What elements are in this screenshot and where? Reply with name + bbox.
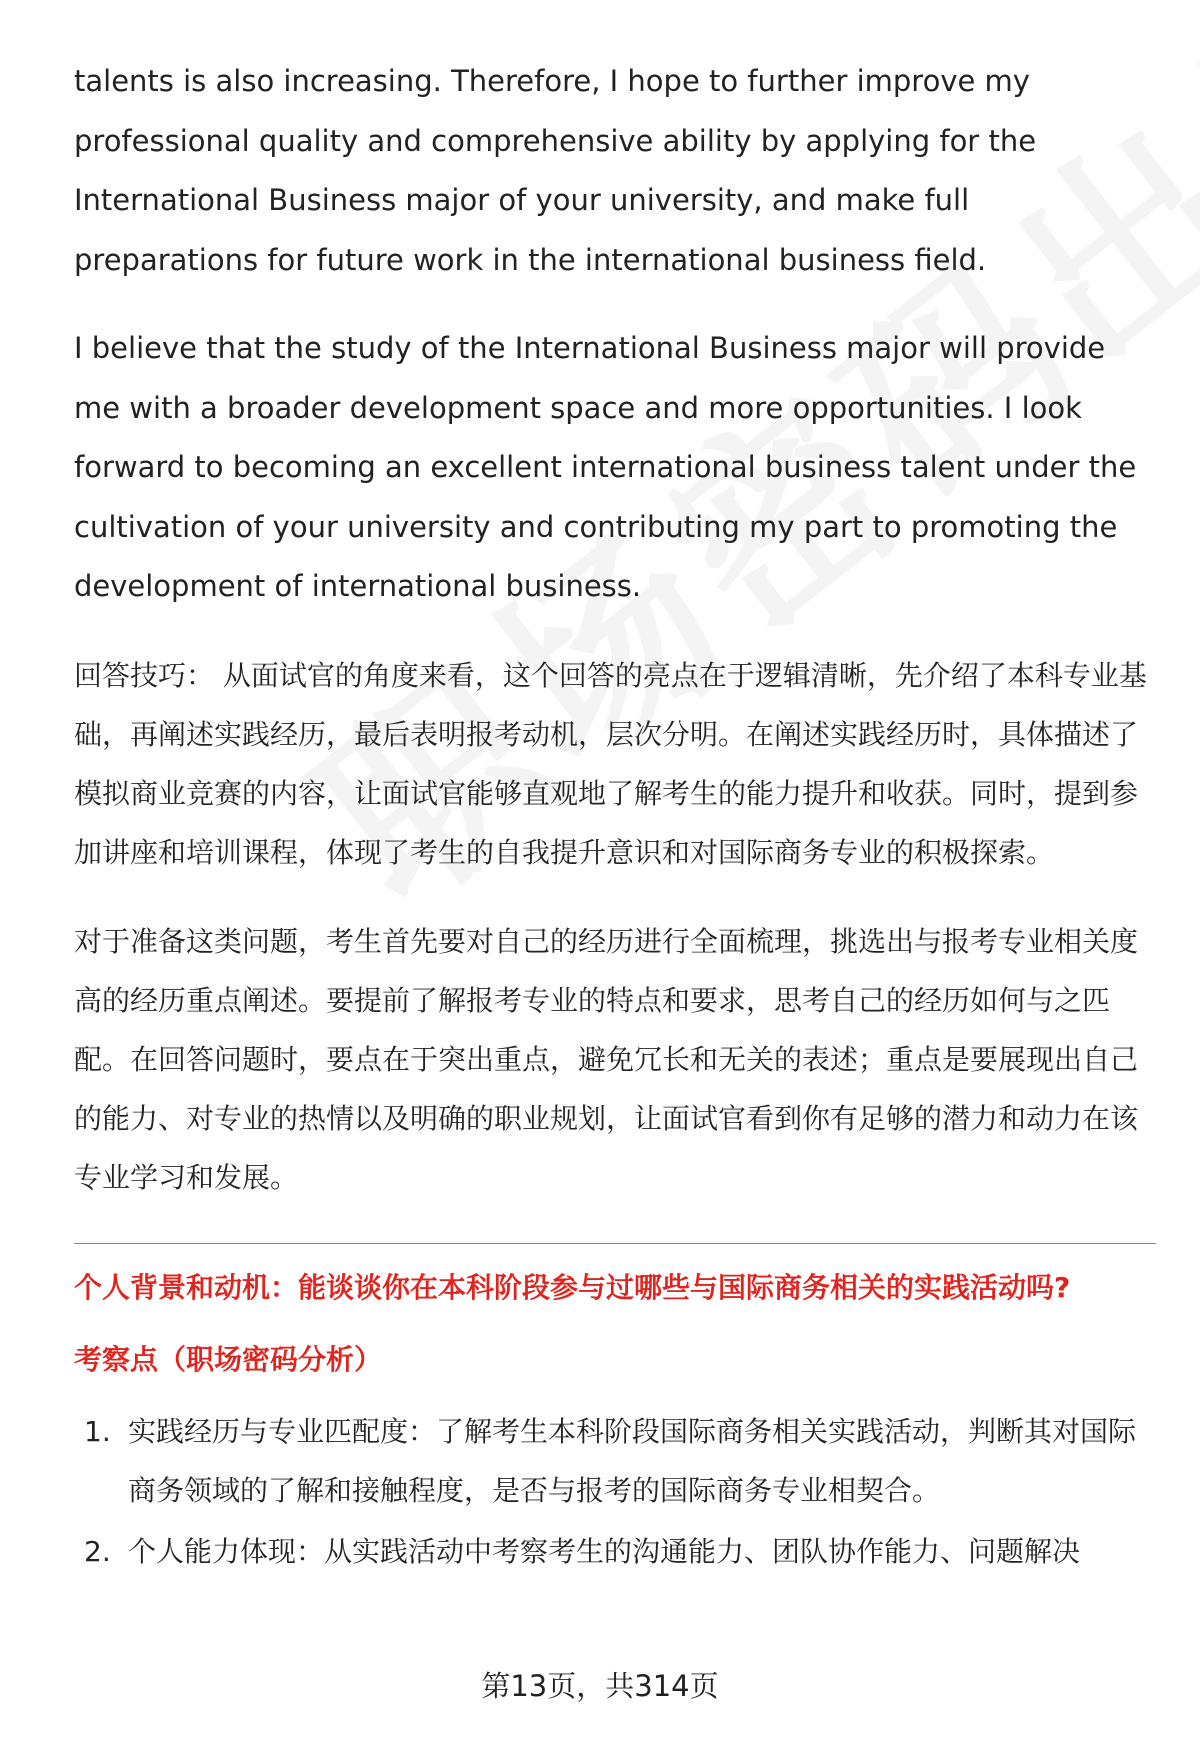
list-item-number: 2. xyxy=(84,1534,111,1568)
list-item-number: 1. xyxy=(84,1414,111,1448)
answer-tips-paragraph: 回答技巧： 从面试官的角度来看，这个回答的亮点在于逻辑清晰，先介绍了本科专业基础，再阐述实践经历，最后表明报考动机，层次分明。在阐述实践经历时，具体描述了模拟商业竞赛的内容，让面试官能够直观地了解考生的能力提升和收获。同时，提到参加讲座和培训课程，体现了考生的自我提升意识和对国际商务专业的积极探索。 xyxy=(74,658,1147,869)
section-divider xyxy=(74,1243,1156,1244)
list-item xyxy=(74,1522,1156,1581)
analysis-points-list xyxy=(74,1402,1156,1581)
list-item-text: 个人能力体现：从实践活动中考察考生的沟通能力、团队协作能力、问题解决 xyxy=(128,1534,1081,1568)
preparation-advice-paragraph: 对于准备这类问题，考生首先要对自己的经历进行全面梳理，挑选出与报考专业相关度高的经历重点阐述。要提前了解报考专业的特点和要求，思考自己的经历如何与之匹配。在回答问题时，要点在于突出重点，避免冗长和无关的表述；重点是要展现出自己的能力、对专业的热情以及明确的职业规划，让面试官看到你有足够的潜力和动力在该专业学习和发展。 xyxy=(74,924,1139,1194)
list-item xyxy=(74,1402,1156,1520)
paragraph-en-2: I believe that the study of the International Business major will provide me with a broader development space and more opportunities. I look forward to becoming an excellent international business talent under the cultivation of your university and contributing my part to promoting the development of international business. xyxy=(74,331,1137,603)
list-item-text: 实践经历与专业匹配度：了解考生本科阶段国际商务相关实践活动，判断其对国际商务领域的了解和接触程度，是否与报考的国际商务专业相契合。 xyxy=(128,1414,1137,1507)
page-footer: 第13页，共314页 xyxy=(481,1669,719,1703)
question-heading: 个人背景和动机：能谈谈你在本科阶段参与过哪些与国际商务相关的实践活动吗? xyxy=(74,1270,1071,1304)
document-page xyxy=(74,52,1156,1583)
analysis-heading: 考察点（职场密码分析） xyxy=(74,1342,383,1376)
paragraph-en-1: talents is also increasing. Therefore, I hope to further improve my professional quality and comprehensive ability by applying for the International Business major of your university, and make full preparations for future work in the international business field. xyxy=(74,64,1037,277)
